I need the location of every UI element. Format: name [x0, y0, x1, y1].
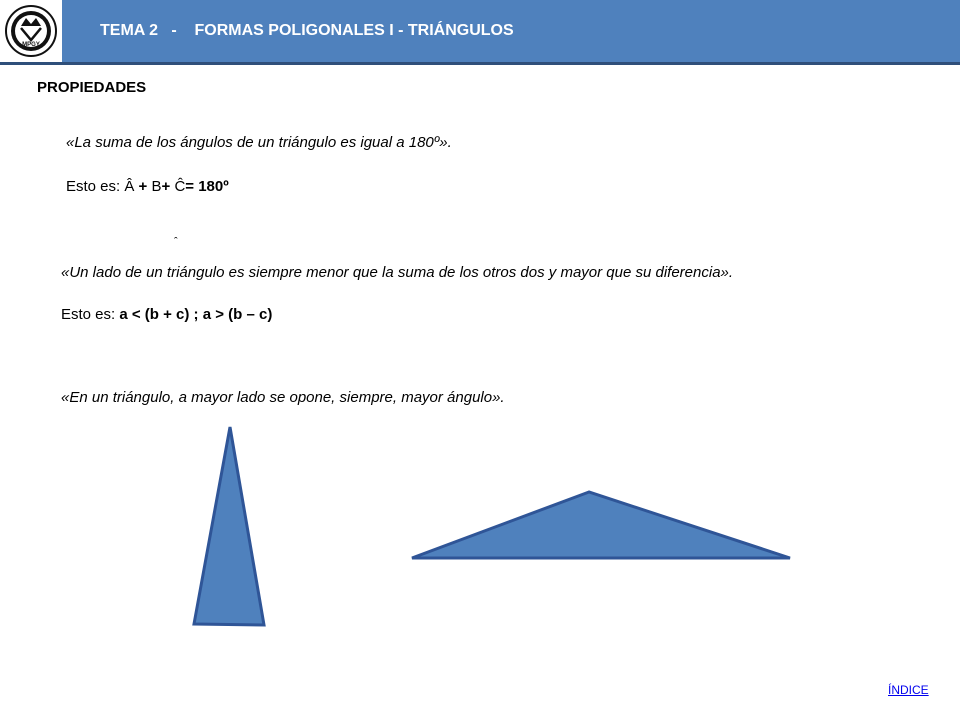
formula-result: = 180º	[185, 178, 229, 195]
logo-text: MPGY	[22, 42, 40, 48]
indice-link[interactable]: ÍNDICE	[888, 683, 929, 697]
property-2-statement: «Un lado de un triángulo es siempre menor que la suma de los otros dos y mayor que su diferencia».	[61, 264, 734, 281]
formula-angle-a: Â	[124, 178, 135, 195]
formula-plus: +	[161, 178, 175, 195]
angle-hat-mark: ˆ	[174, 236, 178, 248]
property-1-statement: «La suma de los ángulos de un triángulo es igual a 180º».	[66, 134, 452, 151]
formula-angle-c: Ĉ	[174, 178, 186, 195]
section-title: PROPIEDADES	[37, 79, 147, 96]
formula-plus: +	[134, 178, 152, 195]
page-title: TEMA 2 - FORMAS POLIGONALES I - TRIÁNGULOS	[100, 22, 514, 39]
wide-triangle	[412, 492, 790, 558]
formula-body: a < (b + c) ; a > (b – c)	[119, 306, 273, 323]
formula-angle-b: B	[151, 178, 162, 195]
property-3-statement: «En un triángulo, a mayor lado se opone, siempre, mayor ángulo».	[61, 389, 505, 406]
tall-triangle	[194, 427, 264, 625]
formula-prefix: Esto es:	[66, 178, 125, 195]
formula-prefix: Esto es:	[61, 306, 120, 323]
